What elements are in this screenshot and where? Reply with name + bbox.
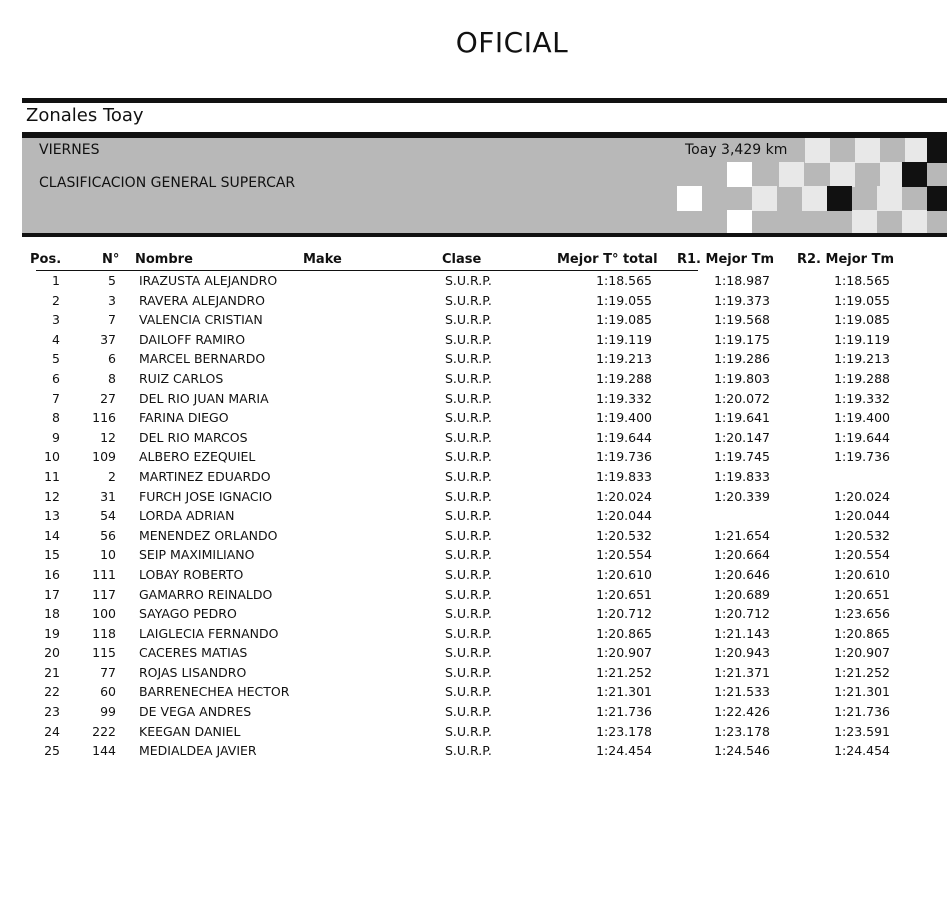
cell-class: S.U.R.P. (445, 410, 492, 426)
cell-r2: 1:21.252 (834, 664, 890, 680)
cell-num: 116 (92, 410, 116, 426)
cell-best: 1:21.301 (596, 684, 652, 700)
header-r2: R2. Mejor Tm (797, 252, 895, 267)
cell-name: MARTINEZ EDUARDO (139, 468, 271, 484)
table-row (0, 565, 947, 585)
cell-num: 6 (108, 351, 116, 367)
cell-best: 1:24.454 (596, 743, 652, 759)
cell-num: 111 (92, 566, 116, 582)
cell-name: CACERES MATIAS (139, 645, 248, 661)
cell-pos: 17 (44, 586, 60, 602)
event-name: Zonales Toay (26, 105, 144, 126)
cell-best: 1:20.610 (596, 566, 652, 582)
cell-num: 10 (100, 547, 116, 563)
cell-best: 1:19.085 (596, 312, 652, 328)
table-row (0, 506, 947, 526)
cell-pos: 5 (52, 351, 60, 367)
cell-best: 1:19.833 (596, 468, 652, 484)
cell-pos: 23 (44, 704, 60, 720)
table-row (0, 428, 947, 448)
table-row (0, 330, 947, 350)
cell-best: 1:23.178 (596, 723, 652, 739)
table-row (0, 291, 947, 311)
header-name: Nombre (135, 252, 193, 267)
cell-class: S.U.R.P. (445, 292, 492, 308)
cell-pos: 18 (44, 606, 60, 622)
cell-name: LORDA ADRIAN (139, 508, 235, 524)
cell-best: 1:19.332 (596, 390, 652, 406)
cell-class: S.U.R.P. (445, 312, 492, 328)
cell-num: 77 (100, 664, 116, 680)
cell-pos: 10 (44, 449, 60, 465)
cell-pos: 1 (52, 273, 60, 288)
cell-num: 12 (100, 429, 116, 445)
cell-num: 99 (100, 704, 116, 720)
cell-pos: 9 (52, 429, 60, 445)
cell-r1: 1:20.943 (714, 645, 770, 661)
table-row (0, 447, 947, 467)
cell-r2: 1:19.332 (834, 390, 890, 406)
cell-best: 1:19.288 (596, 370, 652, 386)
table-row (0, 271, 947, 291)
table-row (0, 643, 947, 663)
cell-name: BARRENECHEA HECTOR (139, 684, 290, 700)
cell-r2: 1:20.865 (834, 625, 890, 641)
cell-pos: 25 (44, 743, 60, 759)
cell-r1: 1:20.339 (714, 488, 770, 504)
document-title: OFICIAL (455, 26, 569, 59)
cell-r2: 1:19.400 (834, 410, 890, 426)
cell-name: DAILOFF RAMIRO (139, 331, 246, 347)
table-row (0, 682, 947, 702)
cell-pos: 24 (44, 723, 60, 739)
cell-class: S.U.R.P. (445, 449, 492, 465)
table-row (0, 722, 947, 742)
cell-r2: 1:20.024 (834, 488, 890, 504)
cell-r2: 1:20.651 (834, 586, 890, 602)
cell-class: S.U.R.P. (445, 508, 492, 524)
cell-r1: 1:20.664 (714, 547, 770, 563)
cell-pos: 22 (44, 684, 60, 700)
cell-r1: 1:19.286 (714, 351, 770, 367)
cell-class: S.U.R.P. (445, 586, 492, 602)
cell-num: 222 (92, 723, 116, 739)
cell-num: 27 (100, 390, 116, 406)
cell-num: 56 (100, 527, 116, 543)
cell-r1: 1:21.143 (714, 625, 770, 641)
cell-r1: 1:21.654 (714, 527, 770, 543)
cell-name: SEIP MAXIMILIANO (139, 547, 255, 563)
cell-num: 109 (92, 449, 116, 465)
cell-class: S.U.R.P. (445, 723, 492, 739)
cell-r1: 1:19.568 (714, 312, 770, 328)
cell-class: S.U.R.P. (445, 273, 492, 288)
cell-class: S.U.R.P. (445, 351, 492, 367)
cell-pos: 4 (52, 331, 60, 347)
cell-name: DEL RIO JUAN MARIA (139, 390, 269, 406)
cell-best: 1:20.712 (596, 606, 652, 622)
table-row (0, 741, 947, 761)
cell-r1: 1:19.373 (714, 292, 770, 308)
cell-name: MARCEL BERNARDO (139, 351, 266, 367)
cell-name: FURCH JOSE IGNACIO (139, 488, 273, 504)
cell-r1: 1:19.745 (714, 449, 770, 465)
cell-name: DEL RIO MARCOS (139, 429, 248, 445)
cell-num: 100 (92, 606, 116, 622)
cell-r2: 1:18.565 (834, 273, 890, 288)
cell-name: MENENDEZ ORLANDO (139, 527, 278, 543)
cell-class: S.U.R.P. (445, 625, 492, 641)
header-best: Mejor T° total (557, 252, 658, 267)
cell-name: GAMARRO REINALDO (139, 586, 273, 602)
table-row (0, 624, 947, 644)
cell-name: VALENCIA CRISTIAN (139, 312, 263, 328)
cell-name: ALBERO EZEQUIEL (139, 449, 256, 465)
cell-name: RAVERA ALEJANDRO (139, 292, 266, 308)
cell-pos: 7 (52, 390, 60, 406)
header-num: N° (102, 252, 120, 267)
cell-class: S.U.R.P. (445, 566, 492, 582)
cell-class: S.U.R.P. (445, 606, 492, 622)
table-row (0, 369, 947, 389)
cell-r1: 1:20.689 (714, 586, 770, 602)
table-row (0, 526, 947, 546)
cell-r2: 1:20.554 (834, 547, 890, 563)
cell-r2: 1:21.736 (834, 704, 890, 720)
cell-best: 1:20.651 (596, 586, 652, 602)
header-pos: Pos. (30, 252, 62, 267)
cell-class: S.U.R.P. (445, 331, 492, 347)
cell-class: S.U.R.P. (445, 664, 492, 680)
cell-r2: 1:20.907 (834, 645, 890, 661)
cell-r1: 1:20.712 (714, 606, 770, 622)
track-info: Toay 3,429 km (685, 142, 788, 158)
cell-name: FARINA DIEGO (139, 410, 229, 426)
cell-name: DE VEGA ANDRES (139, 704, 252, 720)
cell-r2: 1:19.644 (834, 429, 890, 445)
cell-r2: 1:19.085 (834, 312, 890, 328)
cell-r2: 1:19.736 (834, 449, 890, 465)
cell-best: 1:20.024 (596, 488, 652, 504)
cell-pos: 21 (44, 664, 60, 680)
cell-best: 1:18.565 (596, 273, 652, 288)
cell-r1: 1:20.072 (714, 390, 770, 406)
cell-r1: 1:20.646 (714, 566, 770, 582)
cell-name: KEEGAN DANIEL (139, 723, 241, 739)
cell-class: S.U.R.P. (445, 370, 492, 386)
cell-best: 1:20.532 (596, 527, 652, 543)
cell-num: 2 (108, 468, 116, 484)
cell-class: S.U.R.P. (445, 468, 492, 484)
cell-name: MEDIALDEA JAVIER (139, 743, 257, 759)
cell-best: 1:19.055 (596, 292, 652, 308)
cell-r2: 1:19.119 (834, 331, 890, 347)
cell-pos: 11 (44, 468, 60, 484)
cell-best: 1:20.044 (596, 508, 652, 524)
table-row (0, 310, 947, 330)
cell-class: S.U.R.P. (445, 390, 492, 406)
cell-num: 37 (100, 331, 116, 347)
cell-name: SAYAGO PEDRO (139, 606, 237, 622)
cell-r2: 1:24.454 (834, 743, 890, 759)
cell-pos: 2 (52, 292, 60, 308)
cell-best: 1:19.119 (596, 331, 652, 347)
session-banner (22, 138, 947, 233)
table-row (0, 487, 947, 507)
cell-r2: 1:21.301 (834, 684, 890, 700)
cell-num: 3 (108, 292, 116, 308)
cell-pos: 12 (44, 488, 60, 504)
cell-name: RUIZ CARLOS (139, 370, 224, 386)
cell-r2: 1:20.610 (834, 566, 890, 582)
cell-class: S.U.R.P. (445, 704, 492, 720)
cell-class: S.U.R.P. (445, 547, 492, 563)
cell-r2: 1:20.532 (834, 527, 890, 543)
table-row (0, 408, 947, 428)
cell-num: 115 (92, 645, 116, 661)
cell-num: 31 (100, 488, 116, 504)
cell-r1: 1:20.147 (714, 429, 770, 445)
cell-class: S.U.R.P. (445, 488, 492, 504)
cell-num: 118 (92, 625, 116, 641)
header-make: Make (303, 252, 342, 267)
cell-class: S.U.R.P. (445, 527, 492, 543)
cell-name: LAIGLECIA FERNANDO (139, 625, 279, 641)
cell-r1: 1:24.546 (714, 743, 770, 759)
cell-num: 5 (108, 273, 116, 288)
cell-r1: 1:19.175 (714, 331, 770, 347)
cell-best: 1:20.907 (596, 645, 652, 661)
bottom-rule (22, 233, 947, 237)
cell-r1: 1:21.533 (714, 684, 770, 700)
table-row (0, 604, 947, 624)
cell-pos: 8 (52, 410, 60, 426)
cell-class: S.U.R.P. (445, 429, 492, 445)
cell-pos: 20 (44, 645, 60, 661)
cell-pos: 3 (52, 312, 60, 328)
cell-best: 1:21.736 (596, 704, 652, 720)
table-row (0, 467, 947, 487)
cell-r2: 1:19.213 (834, 351, 890, 367)
cell-r2: 1:20.044 (834, 508, 890, 524)
table-row (0, 702, 947, 722)
results-table (0, 271, 947, 761)
cell-class: S.U.R.P. (445, 645, 492, 661)
header-class: Clase (442, 252, 482, 267)
cell-best: 1:21.252 (596, 664, 652, 680)
cell-r2: 1:19.055 (834, 292, 890, 308)
session-name: CLASIFICACION GENERAL SUPERCAR (39, 175, 296, 191)
cell-num: 117 (92, 586, 116, 602)
cell-best: 1:19.213 (596, 351, 652, 367)
top-rule (22, 98, 947, 103)
cell-pos: 16 (44, 566, 60, 582)
cell-class: S.U.R.P. (445, 684, 492, 700)
table-row (0, 585, 947, 605)
cell-name: LOBAY ROBERTO (139, 566, 244, 582)
cell-r2: 1:19.288 (834, 370, 890, 386)
cell-r1: 1:18.987 (714, 273, 770, 288)
cell-pos: 6 (52, 370, 60, 386)
cell-name: IRAZUSTA ALEJANDRO (139, 273, 278, 288)
cell-best: 1:19.736 (596, 449, 652, 465)
cell-num: 7 (108, 312, 116, 328)
cell-class: S.U.R.P. (445, 743, 492, 759)
session-day: VIERNES (39, 142, 100, 158)
cell-pos: 14 (44, 527, 60, 543)
cell-pos: 19 (44, 625, 60, 641)
cell-name: ROJAS LISANDRO (139, 664, 247, 680)
cell-r1: 1:23.178 (714, 723, 770, 739)
cell-r1: 1:21.371 (714, 664, 770, 680)
cell-best: 1:19.644 (596, 429, 652, 445)
cell-best: 1:19.400 (596, 410, 652, 426)
table-row (0, 663, 947, 683)
cell-r1: 1:19.833 (714, 468, 770, 484)
cell-num: 8 (108, 370, 116, 386)
cell-r1: 1:19.641 (714, 410, 770, 426)
cell-best: 1:20.865 (596, 625, 652, 641)
cell-best: 1:20.554 (596, 547, 652, 563)
cell-num: 144 (92, 743, 116, 759)
header-r1: R1. Mejor Tm (677, 252, 775, 267)
cell-r1: 1:19.803 (714, 370, 770, 386)
cell-r2: 1:23.591 (834, 723, 890, 739)
cell-r1: 1:22.426 (714, 704, 770, 720)
table-row (0, 545, 947, 565)
table-row (0, 349, 947, 369)
cell-num: 54 (100, 508, 116, 524)
cell-num: 60 (100, 684, 116, 700)
cell-pos: 15 (44, 547, 60, 563)
table-row (0, 389, 947, 409)
cell-r2: 1:23.656 (834, 606, 890, 622)
cell-pos: 13 (44, 508, 60, 524)
